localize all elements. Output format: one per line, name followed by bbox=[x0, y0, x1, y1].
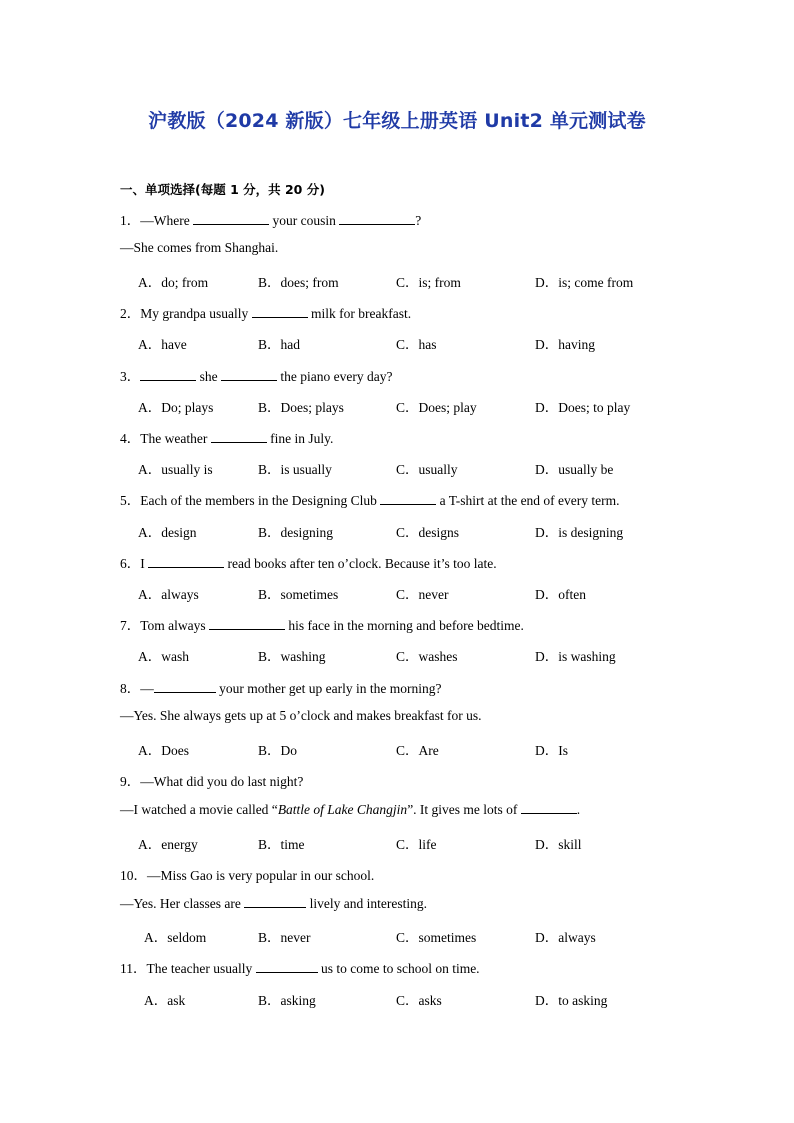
option-a[interactable]: A．Do; plays bbox=[138, 400, 214, 415]
option-b[interactable]: B．never bbox=[258, 930, 311, 945]
option-b[interactable]: B．time bbox=[258, 837, 305, 852]
answer-blank[interactable] bbox=[211, 430, 267, 443]
option-a[interactable]: A．ask bbox=[144, 993, 186, 1008]
answer-blank[interactable] bbox=[244, 895, 306, 908]
option-c[interactable]: C．asks bbox=[396, 993, 442, 1008]
option-a[interactable]: A．always bbox=[138, 587, 199, 602]
question-8-reply: —Yes. She always gets up at 5 o’clock and makes breakfast for us. bbox=[120, 708, 482, 723]
option-d[interactable]: D．skill bbox=[535, 837, 582, 852]
question-3: 3． she the piano every day? bbox=[120, 369, 393, 384]
option-b[interactable]: B．is usually bbox=[258, 462, 332, 477]
option-b[interactable]: B．washing bbox=[258, 649, 326, 664]
question-10: 10．—Miss Gao is very popular in our school. bbox=[120, 868, 375, 883]
option-b[interactable]: B．does; from bbox=[258, 275, 339, 290]
question-7: 7．Tom always his face in the morning and before bedtime. bbox=[120, 618, 524, 633]
answer-blank[interactable] bbox=[148, 555, 224, 568]
question-1: 1．—Where your cousin ? bbox=[120, 213, 422, 228]
question-2: 2．My grandpa usually milk for breakfast. bbox=[120, 306, 412, 321]
answer-blank[interactable] bbox=[256, 960, 318, 973]
option-c[interactable]: C．washes bbox=[396, 649, 458, 664]
question-9-reply: —I watched a movie called “Battle of Lake Changjin”. It gives me lots of . bbox=[120, 802, 581, 817]
answer-blank[interactable] bbox=[380, 492, 436, 505]
answer-blank[interactable] bbox=[209, 617, 285, 630]
option-c[interactable]: C．Does; play bbox=[396, 400, 477, 415]
option-c[interactable]: C．Are bbox=[396, 743, 439, 758]
option-b[interactable]: B．asking bbox=[258, 993, 316, 1008]
option-a[interactable]: A．wash bbox=[138, 649, 189, 664]
question-6: 6．I read books after ten o’clock. Because it’s too late. bbox=[120, 556, 497, 571]
answer-blank[interactable] bbox=[193, 212, 269, 225]
option-c[interactable]: C．sometimes bbox=[396, 930, 477, 945]
option-c[interactable]: C．has bbox=[396, 337, 437, 352]
option-b[interactable]: B．Do bbox=[258, 743, 298, 758]
question-10-reply: —Yes. Her classes are lively and interesting. bbox=[120, 896, 427, 911]
option-b[interactable]: B．sometimes bbox=[258, 587, 339, 602]
question-9: 9．—What did you do last night? bbox=[120, 774, 304, 789]
option-d[interactable]: D．having bbox=[535, 337, 595, 352]
answer-blank[interactable] bbox=[140, 368, 196, 381]
option-d[interactable]: D．to asking bbox=[535, 993, 608, 1008]
option-a[interactable]: A．do; from bbox=[138, 275, 209, 290]
option-d[interactable]: D．Does; to play bbox=[535, 400, 631, 415]
answer-blank[interactable] bbox=[521, 801, 577, 814]
option-c[interactable]: C．is; from bbox=[396, 275, 461, 290]
option-c[interactable]: C．life bbox=[396, 837, 437, 852]
option-d[interactable]: D．is designing bbox=[535, 525, 624, 540]
question-5: 5．Each of the members in the Designing Club a T-shirt at the end of every term. bbox=[120, 493, 620, 508]
option-b[interactable]: B．had bbox=[258, 337, 300, 352]
option-a[interactable]: A．seldom bbox=[144, 930, 207, 945]
section-heading: 一、单项选择(每题 1 分，共 20 分) bbox=[120, 182, 325, 197]
answer-blank[interactable] bbox=[339, 212, 415, 225]
option-a[interactable]: A．have bbox=[138, 337, 187, 352]
option-a[interactable]: A．energy bbox=[138, 837, 198, 852]
option-a[interactable]: A．design bbox=[138, 525, 197, 540]
option-b[interactable]: B．Does; plays bbox=[258, 400, 344, 415]
option-d[interactable]: D．is; come from bbox=[535, 275, 634, 290]
answer-blank[interactable] bbox=[252, 305, 308, 318]
option-d[interactable]: D．often bbox=[535, 587, 586, 602]
option-a[interactable]: A．Does bbox=[138, 743, 189, 758]
option-c[interactable]: C．designs bbox=[396, 525, 460, 540]
option-d[interactable]: D．usually be bbox=[535, 462, 614, 477]
question-8: 8．— your mother get up early in the morning? bbox=[120, 681, 442, 696]
option-a[interactable]: A．usually is bbox=[138, 462, 213, 477]
question-4: 4．The weather fine in July. bbox=[120, 431, 334, 446]
answer-blank[interactable] bbox=[154, 680, 216, 693]
question-1-reply: —She comes from Shanghai. bbox=[120, 240, 279, 255]
option-d[interactable]: D．Is bbox=[535, 743, 568, 758]
question-11: 11．The teacher usually us to come to school on time. bbox=[120, 961, 480, 976]
page-title: 沪教版（2024 新版）七年级上册英语 Unit2 单元测试卷 bbox=[148, 110, 646, 132]
option-d[interactable]: D．is washing bbox=[535, 649, 616, 664]
option-c[interactable]: C．never bbox=[396, 587, 449, 602]
answer-blank[interactable] bbox=[221, 368, 277, 381]
option-c[interactable]: C．usually bbox=[396, 462, 458, 477]
option-d[interactable]: D．always bbox=[535, 930, 596, 945]
option-b[interactable]: B．designing bbox=[258, 525, 334, 540]
